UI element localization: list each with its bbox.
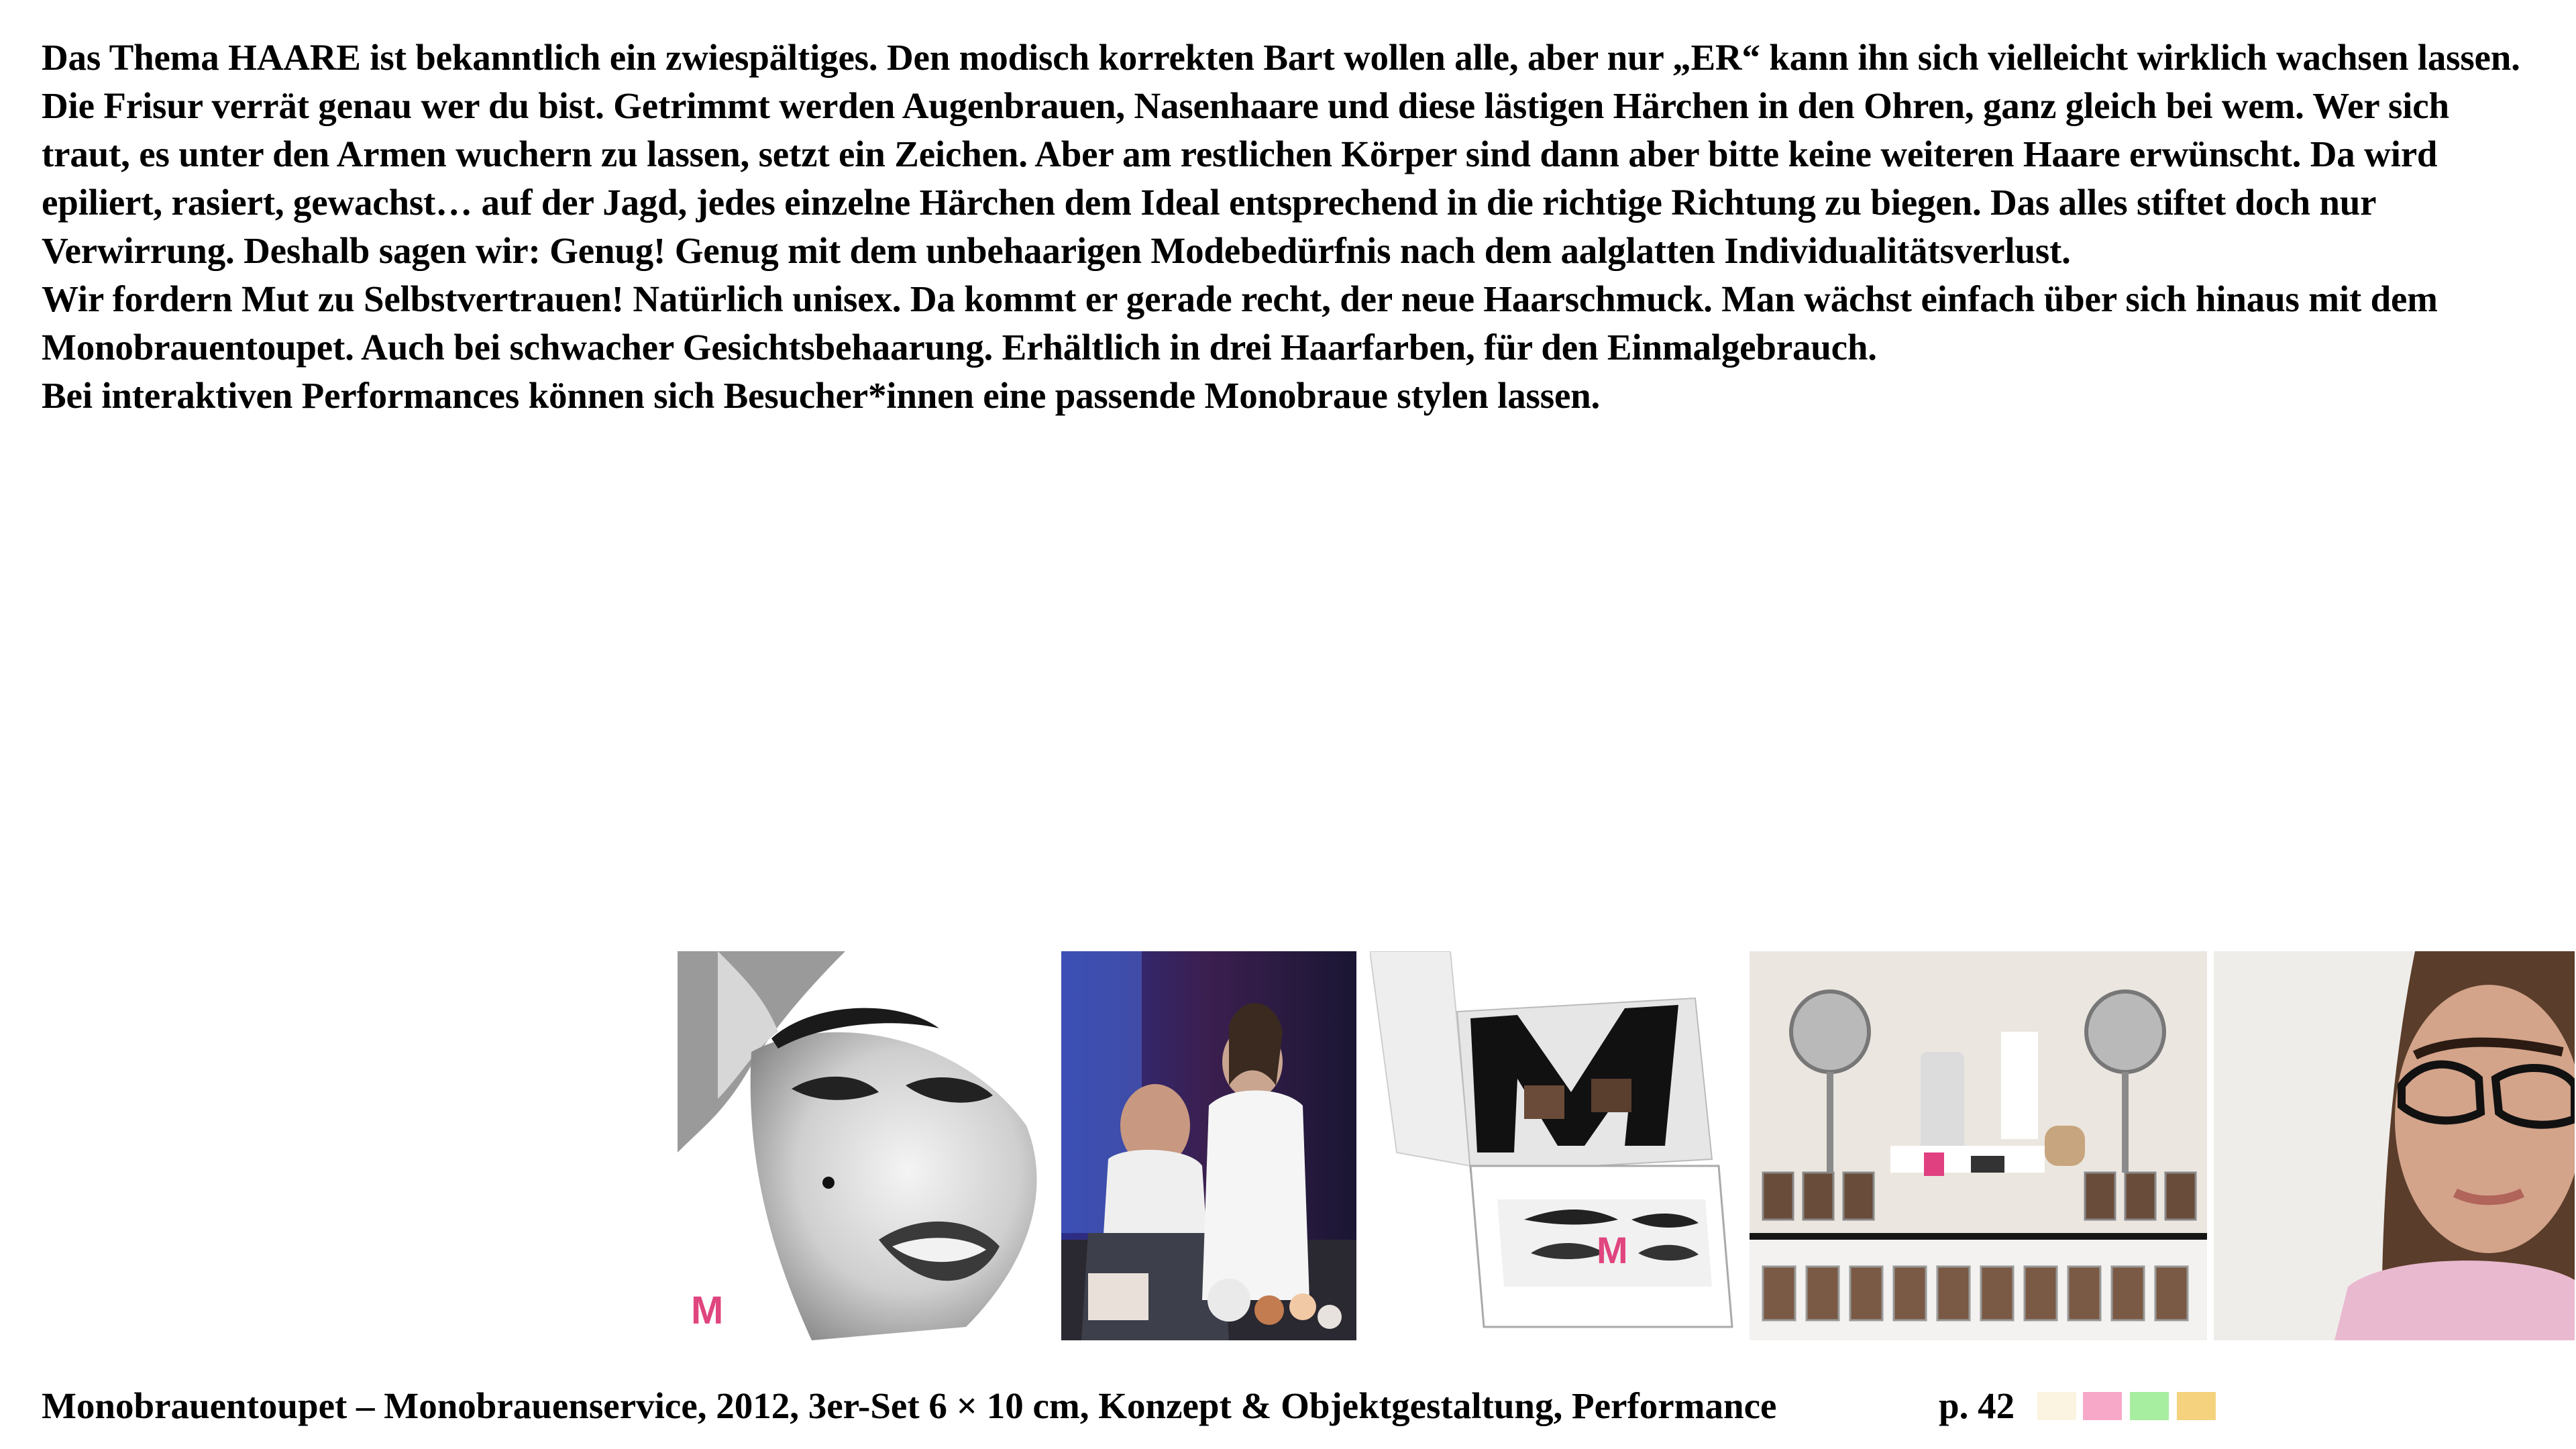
color-swatch-yellow: [2177, 1392, 2216, 1420]
card-logo: M: [1597, 1229, 1628, 1271]
caption: Monobrauentoupet – Monobrauenservice, 2012, 3er-Set 6 × 10 cm, Konzept & Objektgestaltung, Performance: [42, 1385, 1777, 1426]
photo-marilyn-monobrow: [678, 951, 1046, 1340]
photo-workstation: [1750, 951, 2207, 1340]
photo-portrait-glasses: [2214, 951, 2575, 1340]
paragraph-1: Das Thema HAARE ist bekanntlich ein zwiespältiges. Den modisch korrekten Bart wollen alle, aber nur „ER“ kann ihn sich vielleicht wirklich wachsen lassen. Die Frisur verrät genau wer du bist. Getrimmt werden Augenbrauen, Nasenhaare und diese lästigen Härchen in den Ohren, ganz gleich bei wem. Wer sich traut, es unter den Armen wuchern zu lassen, setzt ein Zeichen. Aber am restlichen Körper sind dann aber bitte keine weiteren Haare erwünscht. Da wird epiliert, rasiert, gewachst… auf der Jagd, jedes einzelne Härchen dem Ideal entsprechend in die richtige Richtung zu biegen. Das alles stiftet doch nur Verwirrung. Deshalb sagen wir: Genug! Genug mit dem unbehaarigen Modebedürfnis nach dem aalglatten Individualitätsverlust.: [42, 37, 2520, 271]
photo-performance: [1061, 951, 1356, 1340]
paragraph-3: Bei interaktiven Performances können sich Besucher*innen eine passende Monobraue stylen lassen.: [42, 375, 1601, 416]
page-number: p. 42: [1939, 1385, 2015, 1426]
paragraph-2: Wir fordern Mut zu Selbstvertrauen! Natürlich unisex. Da kommt er gerade recht, der neue Haarschmuck. Man wächst einfach über sich hinaus mit dem Monobrauentoupet. Auch bei schwacher Gesichtsbehaarung. Erhältlich in drei Haarfarben, für den Einmalgebrauch.: [42, 278, 2438, 368]
marilyn-logo: M: [691, 1289, 724, 1332]
color-swatch-green: [2130, 1392, 2169, 1420]
body-text: [42, 34, 2537, 420]
photo-product-cards: [1370, 951, 1737, 1340]
color-swatch-pink: [2083, 1392, 2122, 1420]
color-swatch-cream: [2037, 1392, 2076, 1420]
